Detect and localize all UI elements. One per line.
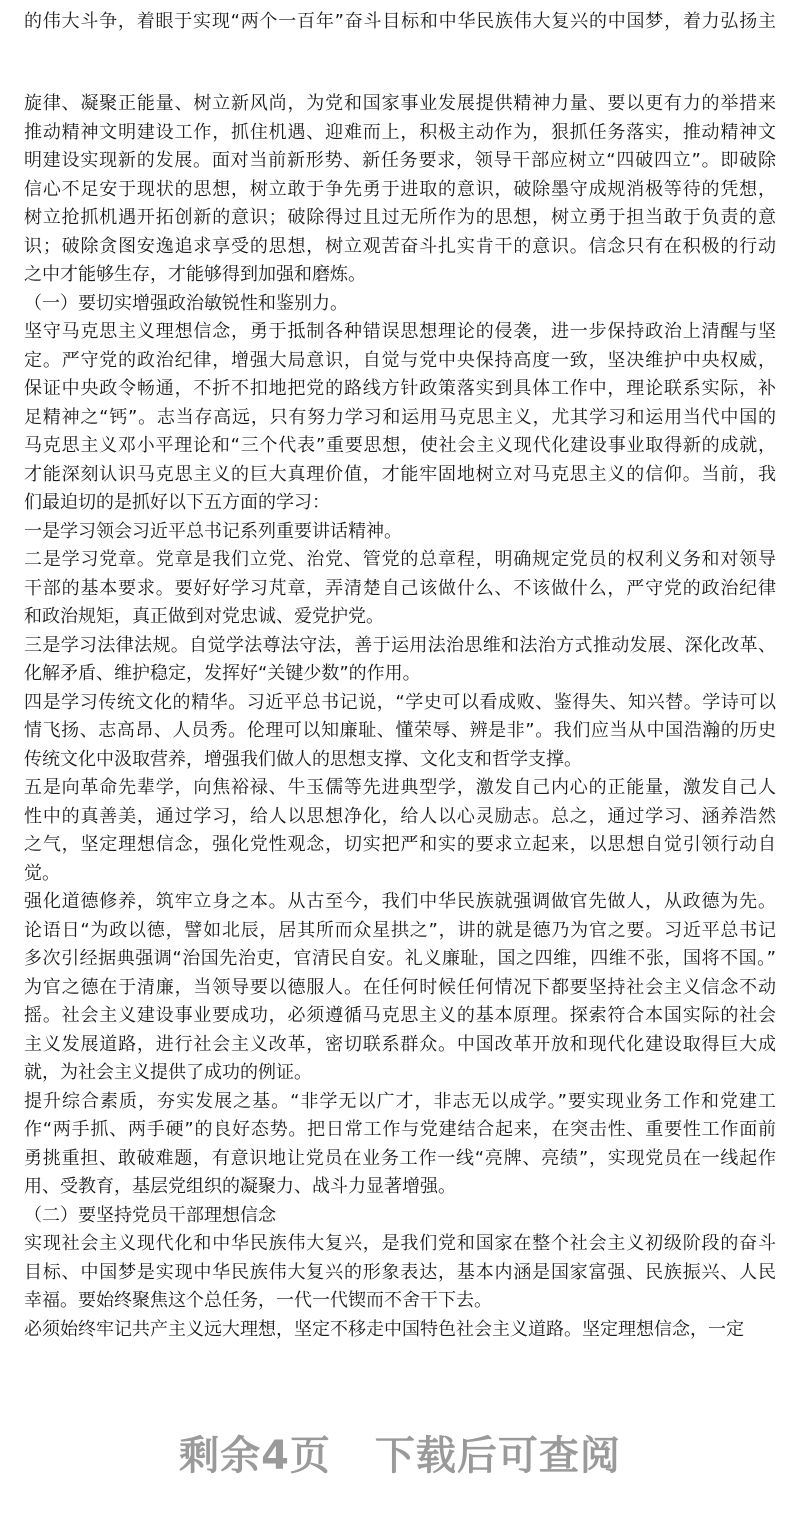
text-line: 幸福。要始终聚焦这个总任务，一代一代锲而不舍干下去。 xyxy=(24,1290,492,1311)
text-line: 的伟大斗争，着眼于实现“两个一百年”奋斗目标和中华民族伟大复兴的中国梦，着力弘扬主 xyxy=(24,11,776,32)
text-line: 四是学习传统文化的精华。习近平总书记说，“学史可以看成败、鉴得失、知兴替。学诗可以 xyxy=(24,691,776,713)
text-line: 强化道德修养，筑牢立身之本。从古至今，我们中华民族就强调做官先做人，从政德为先。 xyxy=(24,891,776,912)
text-line: 干部的基本要求。要好好学习芃章，弄清楚自己该做什么、不该做什么，严守党的政治纪律 xyxy=(24,577,776,599)
text-line: 为官之德在于清廉，当领导要以德服人。在任何时候任何情况下都要坚持社会主义信念不动 xyxy=(24,976,776,998)
text-line: 定。严守党的政治纪律，增强大局意识，自觉与党中央保持高度一致，坚决维护中央权威， xyxy=(24,349,776,371)
section-heading: （一）要切实增强政治敏锐性和鉴别力。 xyxy=(24,292,348,314)
text-line: 马克思主义邓小平理论和“三个代表”重要思想，使社会主义现代化建设事业取得新的成就， xyxy=(24,435,776,456)
text-line: 论语日“为政以德，譬如北辰，居其所而众星拱之”，讲的就是德乃为官之要。习近平总书记 xyxy=(24,919,776,941)
text-line: 情飞扬、志高昂、人员秀。伦理可以知廉耻、懂荣辱、辨是非”。我们应当从中国浩瀚的历史 xyxy=(24,720,776,741)
download-label[interactable]: 下载后可查阅 xyxy=(374,1433,621,1479)
text-line: 之气，坚定理想信念，强化党性观念，切实把严和实的要求立起来，以思想自觉引领行动自 xyxy=(24,834,776,855)
text-line: 一是学习领会习近平总书记系列重要讲话精神。 xyxy=(24,520,402,542)
text-line: 目标、中国梦是实现中华民族伟大复兴的形象表达，基本内涵是国家富强、民族振兴、人民 xyxy=(24,1261,776,1283)
text-line: 树立抢抓机遇开拓创新的意识；破除得过且过无所作为的思想，树立勇于担当敢于负责的意 xyxy=(24,207,776,228)
text-line: 才能深刻认识马克思主义的巨大真理价值，才能牢固地树立对马克思主义的信仰。当前，我 xyxy=(24,463,776,485)
text-line: 推动精神文明建设工作，抓住机遇、迎难而上，积极主动作为，狠抓任务落实，推动精神文 xyxy=(24,121,776,143)
text-line: 保证中央政令畅通，不折不扣地把党的路线方针政策落实到具体工作中，理论联系实际，补 xyxy=(24,378,776,399)
text-line: 旋律、凝聚正能量、树立新风尚，为党和国家事业发展提供精神力量、要以更有力的举措来 xyxy=(24,93,776,114)
text-line: 二是学习党章。党章是我们立党、治党、管党的总章程，明确规定党员的权利义务和对领导 xyxy=(24,549,776,570)
text-line: 坚守马克思主义理想信念，勇于抵制各种错误思想理论的侵袭，进一步保持政治上清醒与坚 xyxy=(24,321,776,342)
text-line: 足精神之“钙”。志当存高远，只有努力学习和运用马克思主义，尤其学习和运用当代中国的 xyxy=(24,406,776,428)
text-line: 勇挑重担、敢破难题，有意识地让党员在业务工作一线“亮牌、亮绩”，实现党员在一线起作 xyxy=(24,1147,776,1169)
text-line: 信心不足安于现状的思想，树立敢于争先勇于进取的意识，破除墨守成规消极等待的凭想， xyxy=(24,178,776,200)
text-line: 就，为社会主义提供了成功的例证。 xyxy=(24,1062,312,1083)
text-line: 必须始终牢记共产主义远大理想，坚定不移走中国特色社会主义道路。坚定理想信念，一定 xyxy=(24,1318,744,1340)
text-line: 摇。社会主义建设事业要成功，必须遵循马克思主义的基本原理。探索符合本国实际的社会 xyxy=(24,1005,776,1026)
text-line: 识；破除贪图安逸追求享受的思想，树立观苦奋斗扎实肯干的意识。信念只有在积极的行动 xyxy=(24,235,776,257)
text-line: 们最迫切的是抓好以下五方面的学习： xyxy=(24,492,330,513)
text-line: 作“两手抓、两手硬”的良好态势。把日常工作与党建结合起来，在突击性、重要性工作面前 xyxy=(24,1119,776,1140)
download-prompt[interactable] xyxy=(0,1424,800,1481)
text-line: 用、受教育，基层党组织的凝聚力、战斗力显著增强。 xyxy=(24,1176,456,1197)
text-line: 化解矛盾、维护稳定，发挥好“关键少数”的作用。 xyxy=(24,663,421,684)
text-line: 性中的真善美，通过学习，给人以思想净化，给人以心灵励志。总之，通过学习、涵养浩然 xyxy=(24,805,776,827)
remaining-pages-label: 剩余4页 xyxy=(179,1433,331,1479)
text-line: 和政治规矩，真正做到对党忠诚、爱党护党。 xyxy=(24,606,384,627)
text-line: 之中才能够生存，才能够得到加强和磨炼。 xyxy=(24,264,366,285)
text-line: 主义发展道路，进行社会主义改革，密切联系群众。中国改革开放和现代化建设取得巨大成 xyxy=(24,1033,776,1055)
section-heading: （二）要坚持党员干部理想信念 xyxy=(24,1204,276,1226)
text-line: 三是学习法律法规。自觉学法尊法守法，善于运用法治思维和法治方式推动发展、深化改革、 xyxy=(24,634,776,656)
text-line: 实现社会主义现代化和中华民族伟大复兴，是我们党和国家在整个社会主义初级阶段的奋斗 xyxy=(24,1233,776,1254)
text-line: 传统文化中汲取营养，增强我们做人的思想支撑、文化支和哲学支撑。 xyxy=(24,748,582,770)
text-line: 五是向革命先辈学，向焦裕禄、牛玉儒等先进典型学，激发自己内心的正能量，激发自己人 xyxy=(24,777,776,798)
text-line: 提升综合素质，夯实发展之基。“非学无以广才，非志无以成学。”要实现业务工作和党建工 xyxy=(24,1090,776,1112)
text-line: 多次引经据典强调“治国先治吏，官清民自安。礼义廉耻，国之四维，四维不张，国将不国。” xyxy=(24,948,776,969)
text-line: 觉。 xyxy=(24,862,60,884)
text-line: 明建设实现新的发展。面对当前新形势、新任务要求，领导干部应树立“四破四立”。即破除 xyxy=(24,150,776,171)
